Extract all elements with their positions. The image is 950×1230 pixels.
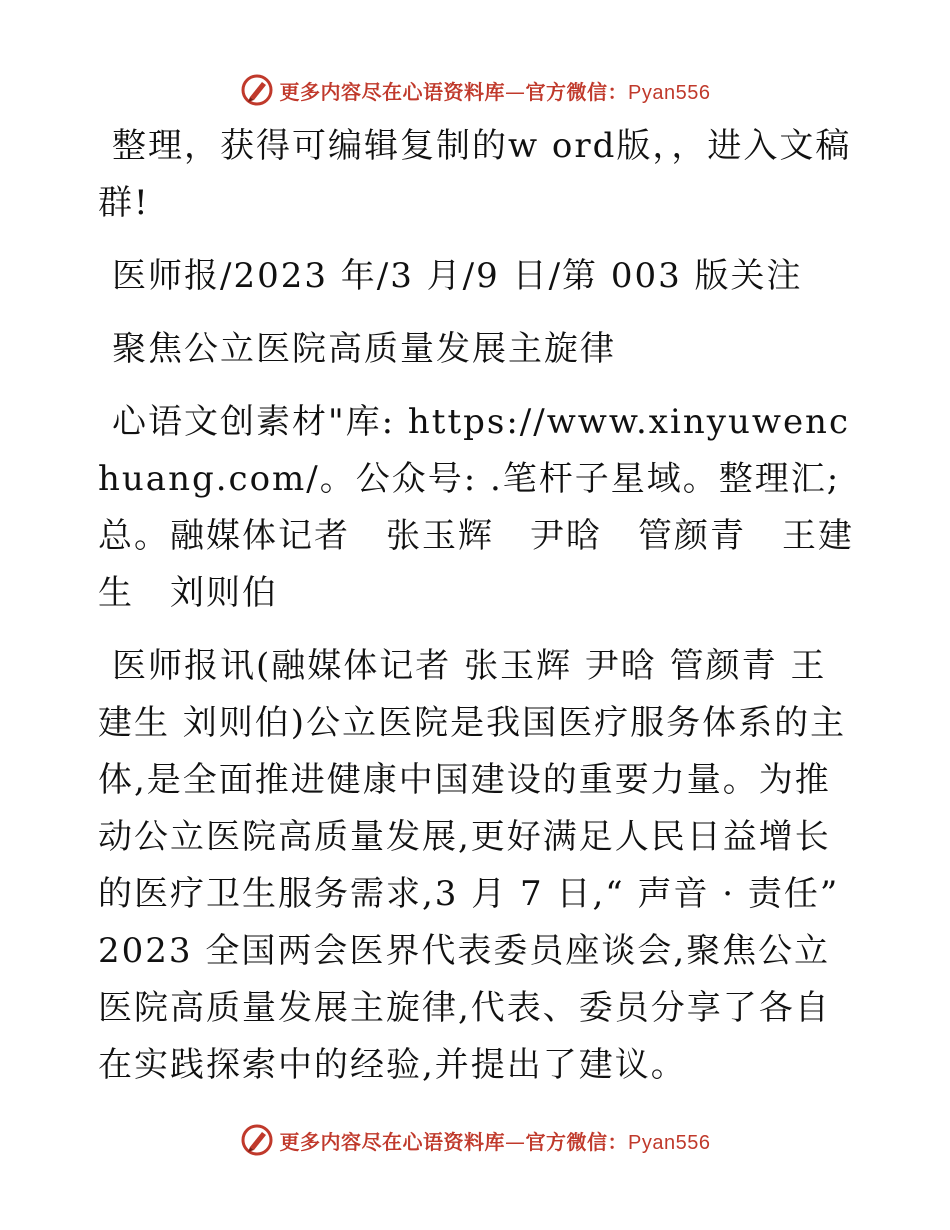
pen-logo-icon: [240, 73, 274, 107]
page-header: [0, 70, 950, 110]
header-wechat-id: Pyan556: [628, 81, 711, 104]
paragraph-credits: 心语文创素材"库: https://www.xinyuwenchuang.com/。公众号: .笔杆子星域。整理汇;总。融媒体记者 张玉辉 尹晗 管颜青 王建生 刘则伯: [98, 402, 854, 613]
header-text: [280, 76, 711, 105]
page-footer: [0, 1120, 950, 1160]
header-main-text: 更多内容尽在心语资料库: [279, 79, 506, 104]
header-banner: [240, 73, 711, 107]
footer-wechat-id: Pyan556: [628, 1131, 711, 1154]
footer-main-text: 更多内容尽在心语资料库: [279, 1129, 506, 1154]
pen-logo-icon: [240, 1123, 274, 1157]
document-body: [98, 118, 858, 1110]
footer-sub-text: 官方微信：: [525, 1129, 629, 1154]
paragraph-intro: 整理，获得可编辑复制的w ord版，，进入文稿群!: [98, 126, 852, 223]
footer-text: [280, 1126, 711, 1155]
paragraph-source: 医师报/2023 年/3 月/9 日/第 003 版关注: [112, 256, 803, 296]
footer-banner: [240, 1123, 711, 1157]
paragraph-lead: 医师报讯(融媒体记者 张玉辉 尹晗 管颜青 王建生 刘则伯)公立医院是我国医疗服务体系的主体,是全面推进健康中国建设的重要力量。为推动公立医院高质量发展,更好满足人民日益增长的医疗卫生服务需求,3 月 7 日,“ 声音 · 责任” 2023 全国两会医界代表委员座谈会,聚焦公立医院高质量发展主旋律,代表、委员分享了各自在实践探索中的经验,并提出了建议。: [98, 646, 847, 1085]
header-dash: —: [505, 79, 526, 104]
footer-dash: —: [505, 1129, 526, 1154]
header-sub-text: 官方微信：: [525, 79, 629, 104]
paragraph-headline: 聚焦公立医院高质量发展主旋律: [112, 329, 616, 369]
